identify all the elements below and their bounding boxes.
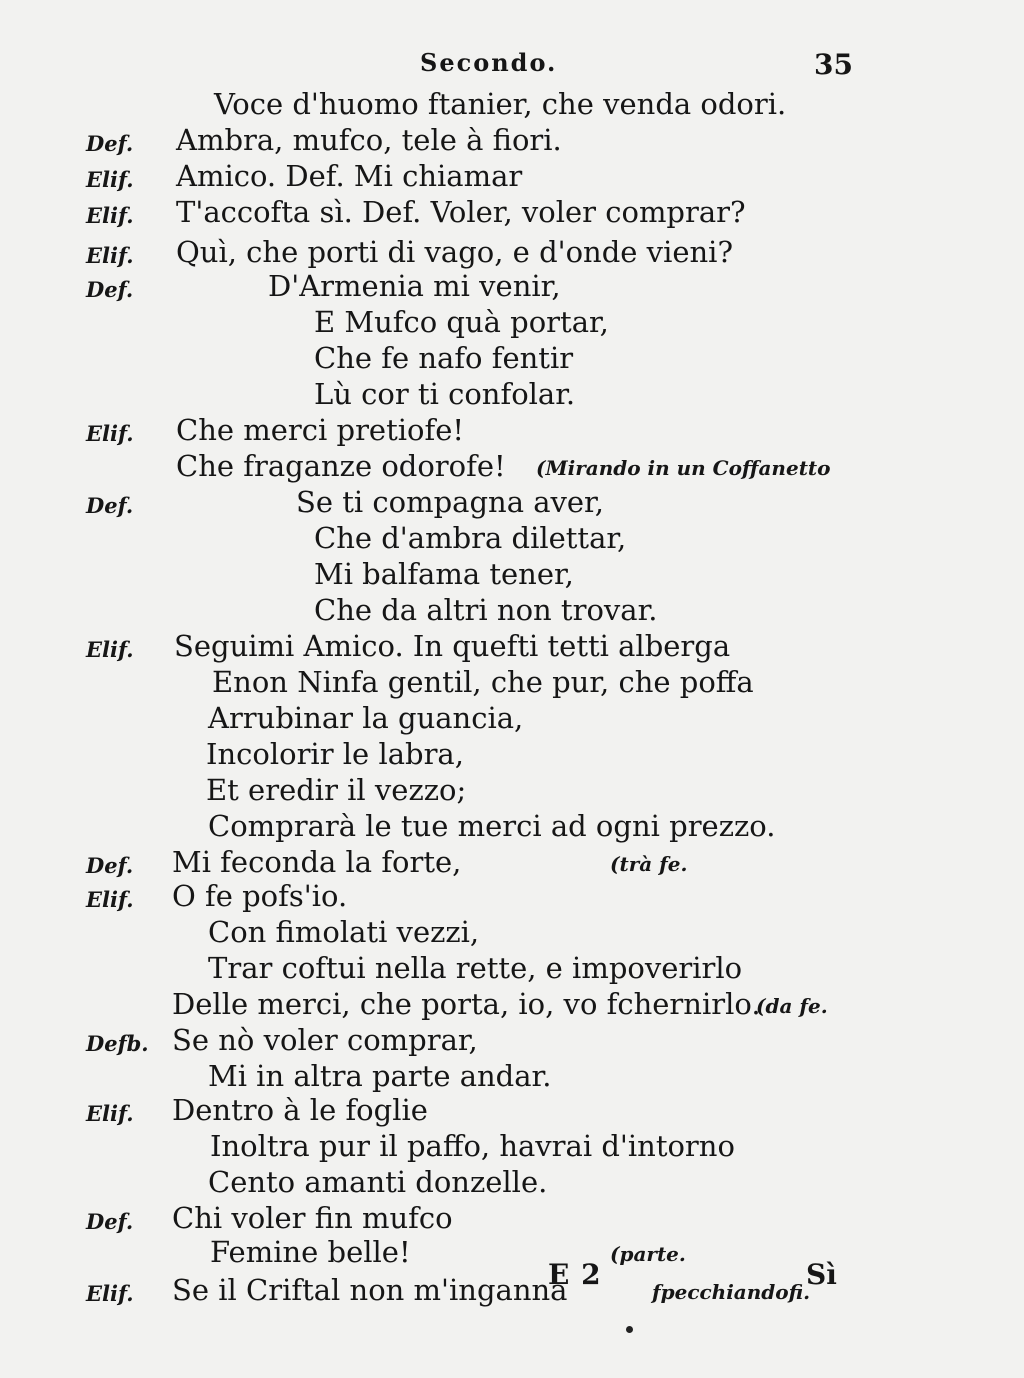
verse-text: Che da altri non trovar. — [314, 593, 658, 627]
text-line — [0, 912, 1024, 952]
text-line — [0, 156, 1024, 196]
stage-direction: (trà fe. — [610, 852, 688, 876]
signature-mark: E 2 — [548, 1258, 602, 1291]
verse-text: Enon Ninfa gentil, che pur, che poffa — [212, 665, 754, 699]
text-line — [0, 734, 1024, 774]
verse-text: Mi in altra parte andar. — [208, 1059, 552, 1093]
verse-text: Che merci pretiofe! — [176, 413, 465, 447]
text-line — [0, 338, 1024, 378]
verse-text: Con fimolati vezzi, — [208, 915, 480, 949]
verse-text: E Mufco quà portar, — [314, 305, 609, 339]
speaker-label: Elif. — [86, 1281, 134, 1306]
text-line — [0, 302, 1024, 342]
verse-text: Quì, che porti di vago, e d'onde vieni? — [176, 235, 734, 269]
speaker-label: Def. — [86, 493, 134, 518]
verse-text: Cento amanti donzelle. — [208, 1165, 548, 1199]
verse-text: Amico. Def. Mi chiamar — [176, 159, 523, 193]
verse-text: Se il Criftal non m'inganna — [172, 1273, 568, 1307]
text-line — [0, 482, 1024, 522]
verse-text: Seguimi Amico. In quefti tetti alberga — [174, 629, 731, 663]
text-line — [0, 590, 1024, 630]
text-line — [0, 120, 1024, 160]
stage-direction: (da fe. — [756, 994, 828, 1018]
text-line — [0, 266, 1024, 306]
verse-text: Inoltra pur il paffo, havrai d'intorno — [210, 1129, 735, 1163]
text-line — [0, 984, 1024, 1024]
stage-direction: (parte. — [610, 1242, 686, 1266]
verse-text: Che fraganze odorofe! — [176, 449, 506, 483]
speaker-label: Def. — [86, 1209, 134, 1234]
verse-text: Voce d'huomo ftanier, che venda odori. — [214, 87, 787, 121]
verse-text: Mi feconda la forte, — [172, 845, 462, 879]
text-line — [0, 698, 1024, 738]
speaker-label: Def. — [86, 853, 134, 878]
verse-text: Incolorir le labra, — [206, 737, 464, 771]
text-line — [0, 1090, 1024, 1130]
speaker-label: Elif. — [86, 243, 134, 268]
text-line — [0, 1162, 1024, 1202]
verse-text: Ambra, mufco, tele à fiori. — [176, 123, 562, 157]
catchword: Sì — [806, 1258, 837, 1291]
text-line — [0, 374, 1024, 414]
stage-direction: fpecchiandofi. — [652, 1280, 811, 1304]
speaker-label: Elif. — [86, 887, 134, 912]
text-line — [0, 1126, 1024, 1166]
verse-text: Trar coftui nella rette, e impoverirlo — [208, 951, 743, 985]
verse-text: Mi balfama tener, — [314, 557, 574, 591]
text-line — [0, 554, 1024, 594]
text-line — [0, 948, 1024, 988]
speaker-label: Def. — [86, 131, 134, 156]
speaker-label: Elif. — [86, 1101, 134, 1126]
verse-text: O fe pofs'io. — [172, 879, 348, 913]
text-line — [0, 192, 1024, 232]
text-line — [0, 518, 1024, 558]
ink-dot — [626, 1326, 633, 1333]
speaker-label: Def. — [86, 277, 134, 302]
text-line — [0, 84, 1024, 124]
speaker-label: Elif. — [86, 421, 134, 446]
verse-text: Che d'ambra dilettar, — [314, 521, 627, 555]
text-line — [0, 662, 1024, 702]
text-line — [0, 410, 1024, 450]
verse-text: Delle merci, che porta, io, vo fchernirlo. — [172, 987, 761, 1021]
verse-text: Che fe nafo fentir — [314, 341, 574, 375]
verse-text: Femine belle! — [210, 1235, 411, 1269]
verse-text: T'accofta sì. Def. Voler, voler comprar? — [176, 195, 746, 229]
verse-text: Et eredir il vezzo; — [206, 773, 467, 807]
verse-text: Arrubinar la guancia, — [208, 701, 524, 735]
verse-text: Comprarà le tue merci ad ogni prezzo. — [208, 809, 776, 843]
text-line — [0, 876, 1024, 916]
page-number: 35 — [814, 48, 853, 81]
verse-text: D'Armenia mi venir, — [268, 269, 561, 303]
text-line — [0, 806, 1024, 846]
verse-text: Se nò voler comprar, — [172, 1023, 478, 1057]
verse-text: Dentro à le foglie — [172, 1093, 428, 1127]
speaker-label: Elif. — [86, 167, 134, 192]
text-line — [0, 626, 1024, 666]
verse-text: Lù cor ti confolar. — [314, 377, 576, 411]
verse-text: Se ti compagna aver, — [296, 485, 604, 519]
running-title: Secondo. — [420, 48, 558, 77]
text-line — [0, 1232, 1024, 1272]
text-line — [0, 770, 1024, 810]
stage-direction: (Mirando in un Coffanetto — [536, 456, 831, 480]
text-line — [0, 446, 1024, 486]
speaker-label: Elif. — [86, 203, 134, 228]
speaker-label: Defb. — [86, 1031, 149, 1056]
text-line — [0, 1270, 1024, 1310]
speaker-label: Elif. — [86, 637, 134, 662]
text-line — [0, 1020, 1024, 1060]
verse-text: Chi voler fin mufco — [172, 1201, 453, 1235]
